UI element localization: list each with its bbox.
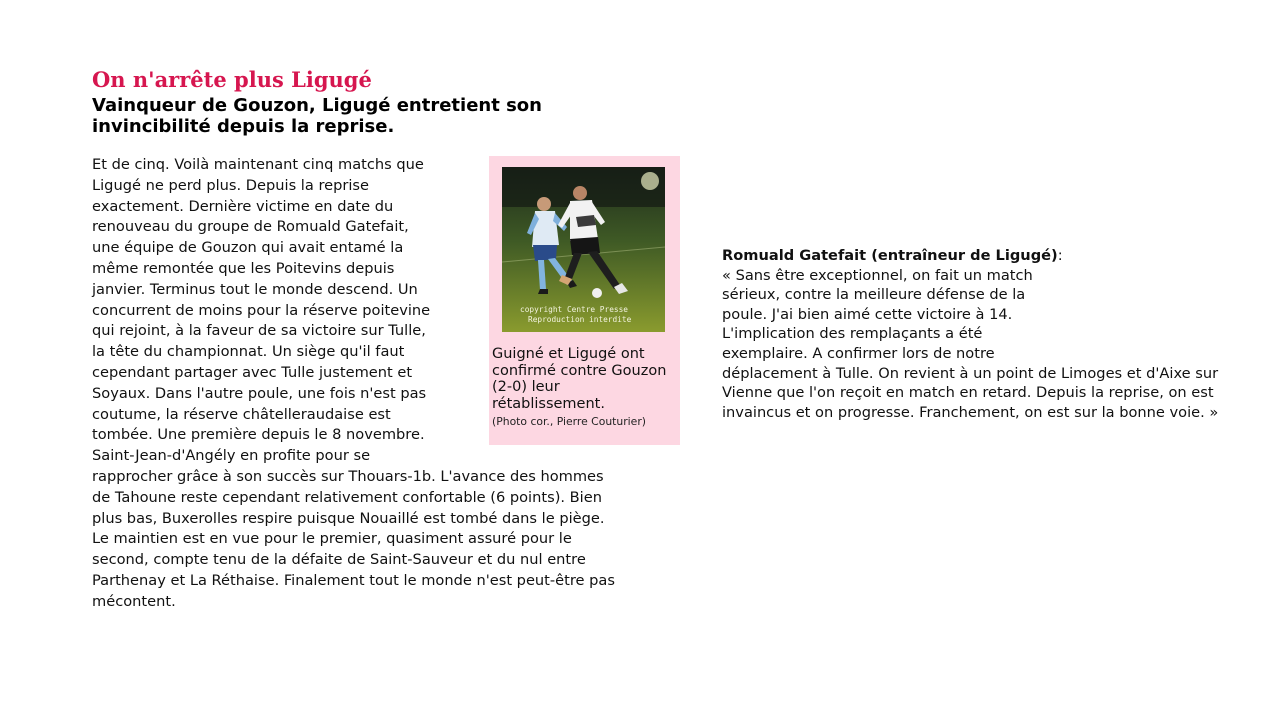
body-line: mécontent. (92, 592, 176, 610)
watermark-line-2: Reproduction interdite (528, 315, 632, 324)
body-line: Soyaux. Dans l'autre poule, une fois n'est pas (92, 384, 427, 402)
photo-caption: Guigné et Ligugé ont confirmé contre Gouzon (2-0) leur rétablissement. (492, 346, 667, 412)
body-line: une équipe de Gouzon qui avait entamé la (92, 239, 404, 257)
football-players-image (502, 167, 665, 332)
body-line: Saint-Jean-d'Angély en profite pour se (92, 447, 371, 465)
body-line: coutume, la réserve châtelleraudaise est (92, 405, 391, 423)
quote-line: L'implication des remplaçants a été (722, 325, 983, 343)
body-line: tombée. Une première depuis le 8 novembre. (92, 426, 425, 444)
body-line: Parthenay et La Réthaise. Finalement tout le monde n'est peut-être pas (92, 571, 615, 589)
quote-title: Romuald Gatefait (entraîneur de Ligugé) (722, 247, 1058, 264)
body-line: Le maintien est en vue pour le premier, quasiment assuré pour le (92, 530, 572, 548)
quote-line: sérieux, contre la meilleure défense de la (722, 286, 1026, 304)
watermark-line-1: copyright Centre Presse (520, 305, 628, 314)
body-line: de Tahoune reste cependant relativement confortable (6 points). Bien (92, 488, 602, 506)
body-line: Et de cinq. Voilà maintenant cinq matchs que (92, 156, 424, 173)
body-line: rapprocher grâce à son succès sur Thouars-1b. L'avance des hommes (92, 467, 604, 485)
body-line: second, compte tenu de la défaite de Saint-Sauveur et du nul entre (92, 551, 586, 569)
quote-block (722, 246, 1262, 422)
article-subtitle: Vainqueur de Gouzon, Ligugé entretient son invincibilité depuis la reprise. (92, 95, 542, 137)
body-line: renouveau du groupe de Romuald Gatefait, (92, 218, 409, 236)
quote-line: déplacement à Tulle. On revient à un point de Limoges et d'Aixe sur (722, 364, 1219, 382)
quote-line: invaincus et on progresse. Franchement, on est sur la bonne voie. » (722, 403, 1219, 421)
quote-line: exemplaire. A confirmer lors de notre (722, 344, 995, 362)
body-line: cependant partager avec Tulle justement et (92, 363, 413, 381)
article-title: On n'arrête plus Ligugé (92, 67, 372, 92)
quote-line: « Sans être exceptionnel, on fait un match (722, 266, 1033, 284)
body-line: même remontée que les Poitevins depuis (92, 259, 395, 277)
football-photo (502, 167, 665, 332)
body-line: plus bas, Buxerolles respire puisque Nouaillé est tombé dans le piège. (92, 509, 605, 527)
quote-heading (722, 246, 1262, 266)
photo-box (489, 156, 680, 445)
body-line: la tête du championnat. Un siège qu'il faut (92, 343, 405, 361)
quote-line: poule. J'ai bien aimé cette victoire à 14. (722, 305, 1013, 323)
body-line: qui rejoint, à la faveur de sa victoire sur Tulle, (92, 322, 426, 340)
body-line: exactement. Dernière victime en date du (92, 197, 394, 215)
photo-credit: (Photo cor., Pierre Couturier) (492, 415, 646, 428)
quote-colon: : (1057, 247, 1063, 264)
body-line: janvier. Terminus tout le monde descend. Un (92, 280, 418, 298)
body-line: Ligugé ne perd plus. Depuis la reprise (92, 176, 370, 194)
body-line: concurrent de moins pour la réserve poitevine (92, 301, 431, 319)
quote-line: Vienne que l'on reçoit en match en retard. Depuis la reprise, on est (722, 384, 1214, 402)
